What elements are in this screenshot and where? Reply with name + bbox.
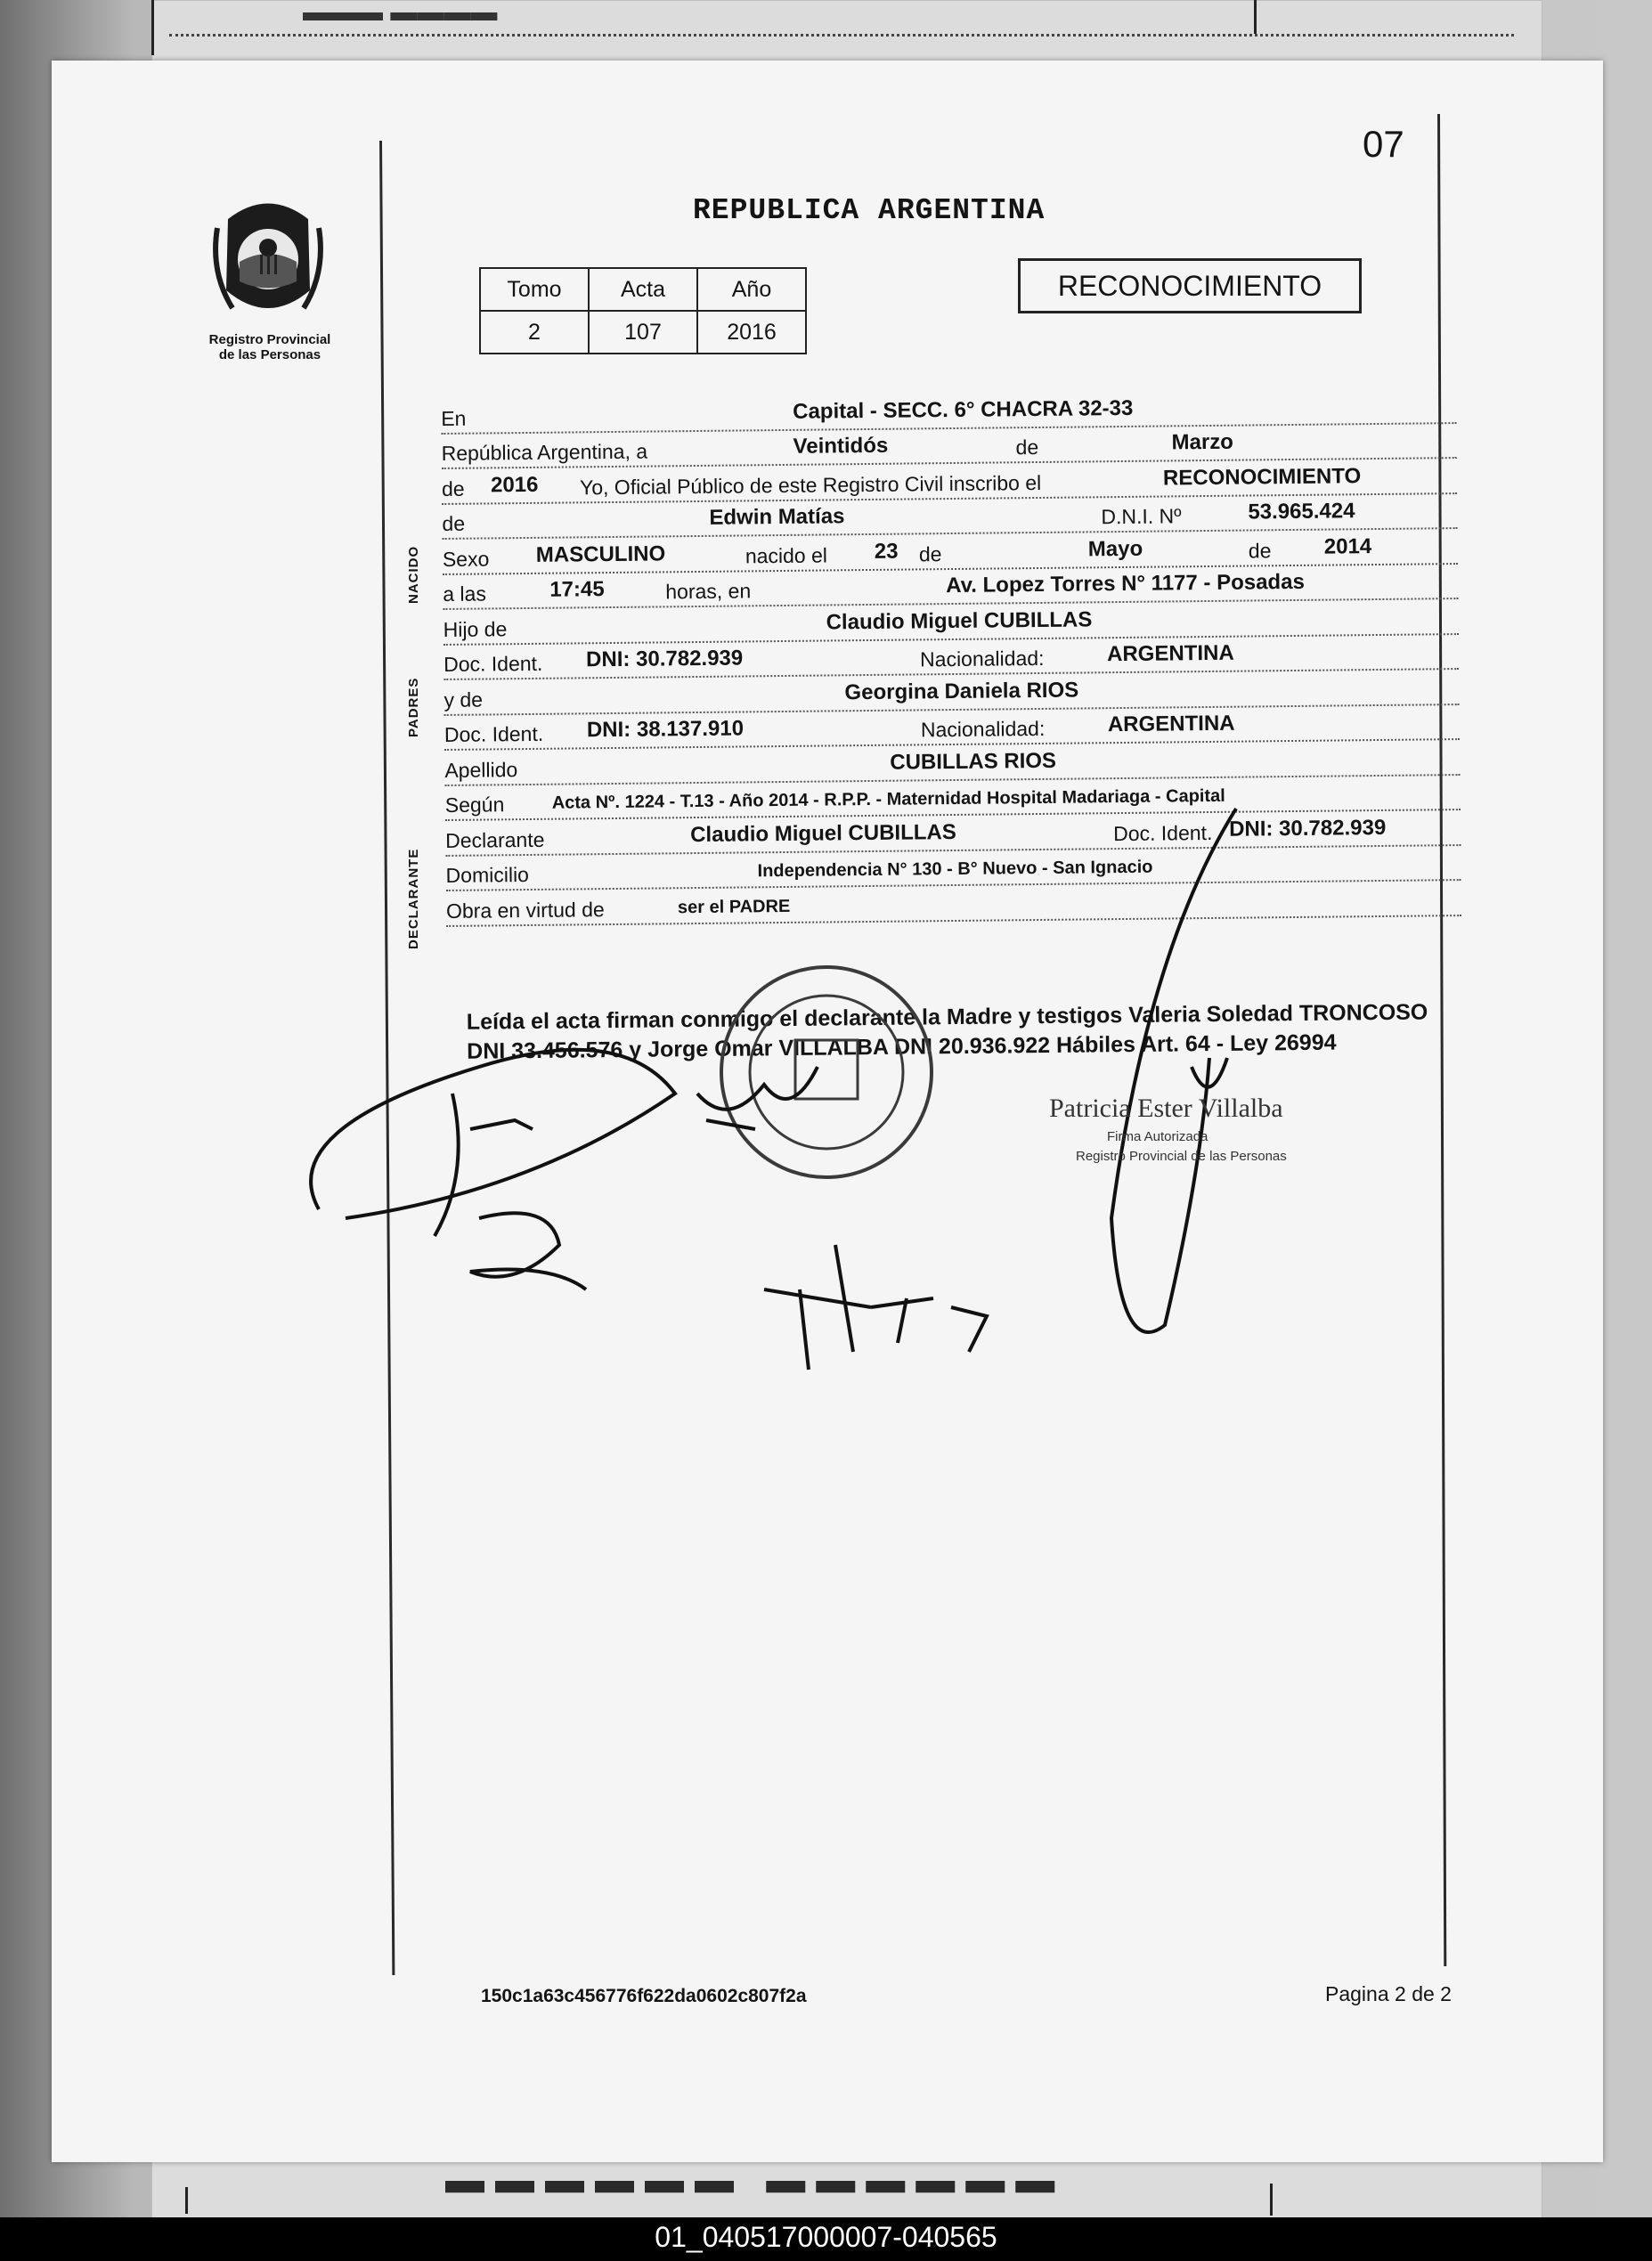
officer-registry: Registro Provincial de las Personas	[1076, 1149, 1287, 1164]
label-horas: horas, en	[665, 579, 752, 604]
label-de: de	[1015, 435, 1039, 460]
record-lines	[441, 388, 1461, 926]
frame-left-rule	[379, 141, 395, 1975]
label-domicilio: Domicilio	[445, 862, 530, 887]
ref-value-tomo: 2	[480, 311, 589, 354]
value-mother-nationality: ARGENTINA	[1107, 711, 1235, 737]
label-obra: Obra en virtud de	[445, 897, 605, 923]
signature-mark	[764, 1245, 987, 1370]
value-capacity: ser el PADRE	[677, 896, 791, 917]
ref-value-ano: 2016	[697, 311, 806, 354]
label-dni: D.N.I. Nº	[1101, 504, 1182, 529]
value-mother-name: Georgina Daniela RIOS	[844, 678, 1079, 704]
value-declarant-doc: DNI: 30.782.939	[1228, 815, 1387, 842]
value-father-nationality: ARGENTINA	[1106, 640, 1234, 667]
value-birth-time: 17:45	[549, 577, 605, 602]
officer-name: Patricia Ester Villalba	[1049, 1094, 1283, 1123]
side-label-declarante: DECLARANTE	[406, 848, 421, 949]
label-alas: a las	[443, 582, 487, 606]
officer-role: Firma Autorizada	[1107, 1129, 1208, 1144]
value-birth-day: 23	[874, 539, 899, 564]
side-label-padres: PADRES	[406, 677, 421, 737]
certificate-sheet	[52, 61, 1603, 2162]
official-seal-icon	[721, 967, 932, 1177]
value-place: Capital - SECC. 6° CHACRA 32-33	[793, 395, 1134, 424]
reference-value-row	[480, 311, 806, 354]
signature-mark	[697, 1067, 818, 1129]
value-person-name: Edwin Matías	[709, 504, 845, 530]
value-declarant-name: Claudio Miguel CUBILLAS	[689, 819, 956, 847]
underlying-sheet-mirrored-text: ▬▬▬ ▬▬▬▬	[303, 6, 498, 36]
underlying-sheet-border	[1270, 2184, 1273, 2216]
act-type-box: RECONOCIMIENTO	[1018, 258, 1362, 313]
emblem-label	[196, 332, 344, 363]
label-de: de	[918, 541, 942, 565]
file-caption: 01_040517000007-040565	[655, 2221, 997, 2253]
signature-mark	[435, 1094, 533, 1236]
page-number: 07	[1363, 123, 1404, 165]
signature-mark	[311, 1050, 675, 1218]
ref-value-acta: 107	[589, 311, 697, 354]
ref-header-ano: Año	[697, 268, 806, 311]
value-year: 2016	[490, 472, 539, 497]
label-doc: Doc. Ident.	[444, 721, 544, 746]
signature-mark	[470, 1213, 586, 1289]
value-father-name: Claudio Miguel CUBILLAS	[826, 606, 1093, 634]
underlying-sheet-border	[1254, 0, 1257, 34]
label-de: de	[442, 511, 466, 535]
country-title: REPUBLICA ARGENTINA	[693, 194, 1046, 227]
value-birth-year: 2014	[1323, 533, 1372, 559]
label-nacionalidad: Nacionalidad:	[919, 646, 1045, 671]
underlying-sheet-border	[185, 2187, 188, 2214]
label-hijo: Hijo de	[443, 616, 508, 641]
value-day-words: Veintidós	[793, 433, 889, 459]
label-nacido: nacido el	[745, 542, 828, 567]
label-doc-ident: Doc. Ident.	[1113, 820, 1213, 845]
label-en: En	[441, 406, 467, 430]
side-label-nacido: NACIDO	[406, 545, 421, 604]
provincial-emblem-icon	[210, 192, 326, 326]
value-month: Marzo	[1171, 429, 1234, 455]
value-mother-doc: DNI: 38.137.910	[586, 716, 745, 743]
value-surname: CUBILLAS RIOS	[890, 748, 1057, 775]
reference-table	[479, 267, 807, 354]
label-sexo: Sexo	[442, 546, 490, 571]
value-address: Independencia N° 130 - B° Nuevo - San Ignacio	[757, 857, 1153, 882]
document-hash: 150c1a63c456776f622da0602c807f2a	[481, 1986, 807, 2006]
pagination: Pagina 2 de 2	[1325, 1982, 1452, 2005]
label-segun: Según	[444, 793, 505, 817]
label-declarante: Declarante	[445, 827, 545, 852]
label-doc: Doc. Ident.	[443, 651, 543, 676]
value-birth-place: Av. Lopez Torres N° 1177 - Posadas	[946, 569, 1305, 598]
reference-header-row	[480, 268, 806, 311]
label-de: de	[1248, 538, 1272, 563]
value-according-to: Acta Nº. 1224 - T.13 - Año 2014 - R.P.P. - Maternidad Hospital Madariaga - Capital	[551, 785, 1225, 813]
label-yde: y de	[444, 687, 484, 712]
ref-header-acta: Acta	[589, 268, 697, 311]
signatures-and-seal	[52, 61, 1603, 2162]
underlying-sheet-mirrored-title: ▬▬▬▬▬▬ ▬▬▬▬▬▬	[445, 2172, 1066, 2216]
label-inscribe: Yo, Oficial Público de este Registro Civil inscribo el	[579, 470, 1042, 499]
emblem-label-line-1: Registro Provincial	[208, 332, 331, 347]
value-person-dni: 53.965.424	[1248, 499, 1355, 525]
value-father-doc: DNI: 30.782.939	[585, 646, 744, 672]
value-sex: MASCULINO	[535, 541, 666, 567]
label-nacionalidad: Nacionalidad:	[920, 716, 1046, 742]
value-birth-month: Mayo	[1087, 536, 1143, 561]
underlying-sheet-border	[151, 0, 154, 55]
ref-header-tomo: Tomo	[480, 268, 589, 311]
value-act-name: RECONOCIMIENTO	[1162, 463, 1362, 491]
emblem-label-line-2: de las Personas	[218, 347, 321, 363]
label-apellido: Apellido	[444, 757, 518, 782]
label-de: de	[441, 476, 465, 500]
label-republica: República Argentina, a	[441, 439, 648, 465]
closing-note: Leída el acta firman conmigo el declarante la Madre y testigos Valeria Soledad TRONCOSO DNI 33.456.576 y Jorge Omar VILLALBA DNI 20.936.922 Hábiles Art. 64 - Ley 26994	[466, 999, 1428, 1064]
